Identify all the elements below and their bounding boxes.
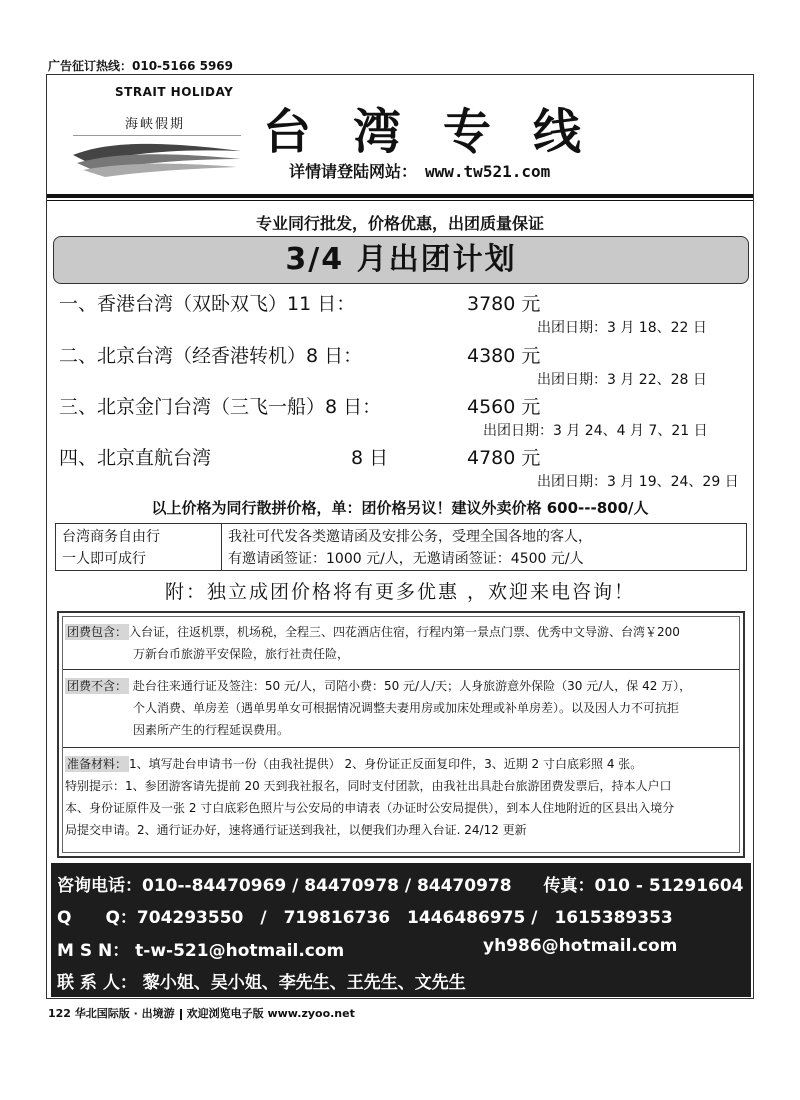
contact-msn-row [57, 936, 344, 961]
brand-name-cn: 海峡假期 [125, 117, 186, 132]
business-travel-box [55, 523, 747, 571]
plan-title: 3/4 月出团计划 [285, 242, 517, 277]
route-price: 4560 元 [467, 396, 541, 418]
group-discount-note: 附：独立成团价格将有更多优惠 ，欢迎来电咨询！ [164, 581, 636, 603]
preparation-text: 1、填写赴台申请书一份（由我社提供） 2、身份证正反面复印件，3、近期 2 寸白底彩照 4 张。 [129, 757, 643, 771]
fax-label: 传真： [543, 876, 595, 896]
business-travel-label [56, 524, 222, 570]
details-box [57, 611, 745, 858]
business-travel-info [228, 524, 592, 570]
msn-label: M S N： [57, 941, 130, 961]
brand-divider [73, 135, 241, 136]
fee-excludes [65, 675, 739, 741]
price-summary: 以上价格为同行散拼价格，单：团价格另议！建议外卖价格 600---800/人 [151, 499, 649, 517]
route-days: 8 日 [351, 447, 389, 469]
route-name: 二、北京台湾（经香港转机）8 日： [59, 345, 363, 367]
route-date: 出团日期：3 月 22、28 日 [537, 372, 707, 388]
business-label-line: 台湾商务自由行 [62, 529, 160, 545]
plan-title-box [53, 236, 749, 284]
phone-numbers: 010--84470969 / 84470978 / 84470978 [142, 876, 512, 896]
route-price: 3780 元 [467, 293, 541, 315]
website-label: 详情请登陆网站： [289, 162, 418, 181]
route-price: 4780 元 [467, 447, 541, 469]
section-divider [63, 669, 739, 670]
special-notice: 本、身份证原件及一张 2 寸白底彩色照片与公安局的申请表（办证时公安局提供），到本人住地附近的区县出入境分 [65, 801, 675, 815]
footer-section: 华北国际版 · 出境游 [74, 1007, 175, 1020]
contact-persons: 黎小姐、吴小姐、李先生、王先生、文先生 [142, 973, 466, 993]
route-price: 4380 元 [467, 345, 541, 367]
brand-name-en: STRAIT HOLIDAY [115, 85, 234, 99]
msn-address[interactable]: t-w-521@hotmail.com [135, 941, 345, 961]
qq-label: Q Q： [57, 908, 137, 928]
fee-includes-text: 入台证，往返机票，机场税，全程三、四花酒店住宿，行程内第一景点门票、优秀中文导游、台湾￥200 [129, 625, 680, 639]
fee-excludes-text: 赴台往来通行证及签注：50 元/人，司陪小费：50 元/人/天；人身旅游意外保险（30 元/人，保 42 万）， [132, 679, 692, 693]
contact-person-row [57, 968, 466, 993]
route-name: 四、北京直航台湾 [59, 447, 212, 469]
business-info-line: 有邀请函签证：1000 元/人，无邀请函签证：4500 元/人 [228, 551, 584, 567]
page-footer [48, 1005, 355, 1021]
phone-label: 咨询电话： [57, 876, 142, 896]
business-info-line: 我社可代发各类邀请函及安排公务，受理全国各地的客人， [228, 529, 592, 545]
person-label: 联 系 人： [57, 973, 137, 993]
route-date: 出团日期：3 月 19、24、29 日 [537, 474, 739, 490]
fee-includes-tag: 团费包含： [67, 625, 128, 639]
special-notice: 特别提示：1、参团游客请先提前 20 天到我社报名，同时支付团款，由我社出具赴台旅游团费发票后，持本人户口 [65, 779, 672, 793]
route-date: 出团日期：3 月 18、22 日 [537, 320, 707, 336]
fee-excludes-text: 因素所产生的行程延误费用。 [133, 723, 290, 737]
header-rule-thin [47, 200, 753, 201]
main-title: 台湾专线 [263, 104, 624, 160]
contact-panel [51, 863, 751, 997]
website-url[interactable]: www.tw521.com [425, 162, 551, 181]
ad-frame [46, 74, 754, 999]
brand-wave-logo-icon [69, 137, 245, 181]
footer-tail: 欢迎浏览电子版 www.zyoo.net [186, 1007, 355, 1020]
fee-includes-text: 万新台币旅游平安保险，旅行社责任险， [133, 647, 350, 661]
website-line [289, 159, 550, 182]
route-name: 一、香港台湾（双卧双飞）11 日： [59, 293, 356, 315]
fee-includes [65, 621, 739, 665]
special-notice: 局提交申请。2、通行证办好，速将通行证送到我社，以便我们办理入台证. 24/12 更新 [65, 823, 527, 837]
contact-qq-row [57, 903, 673, 928]
footer-separator [180, 1009, 182, 1020]
qq-numbers: 704293550 / 719816736 1446486975 / 1615389353 [136, 908, 673, 928]
business-label-line: 一人即可成行 [62, 551, 146, 567]
ad-header [47, 75, 753, 195]
fee-excludes-text: 个人消费、单房差（遇单男单女可根据情况调整夫妻用房或加床处理或补单房差）。以及因人力不可抗拒 [133, 701, 680, 715]
fee-excludes-tag: 团费不含： [67, 679, 128, 693]
slogan: 专业同行批发，价格优惠，出团质量保证 [255, 214, 544, 233]
section-divider [63, 747, 739, 748]
contact-phone-row [57, 871, 744, 896]
msn-address[interactable]: yh986@hotmail.com [483, 936, 678, 956]
ad-hotline: 广告征订热线：010-5166 5969 [48, 59, 234, 73]
page-number: 122 [48, 1007, 71, 1020]
route-date: 出团日期：3 月 24、4 月 7、21 日 [483, 423, 708, 439]
preparation-materials [65, 753, 739, 841]
preparation-tag: 准备材料： [67, 757, 128, 771]
fax-number: 010 - 51291604 [594, 876, 744, 896]
header-rule [47, 194, 753, 198]
route-name: 三、北京金门台湾（三飞一船）8 日： [59, 396, 382, 418]
